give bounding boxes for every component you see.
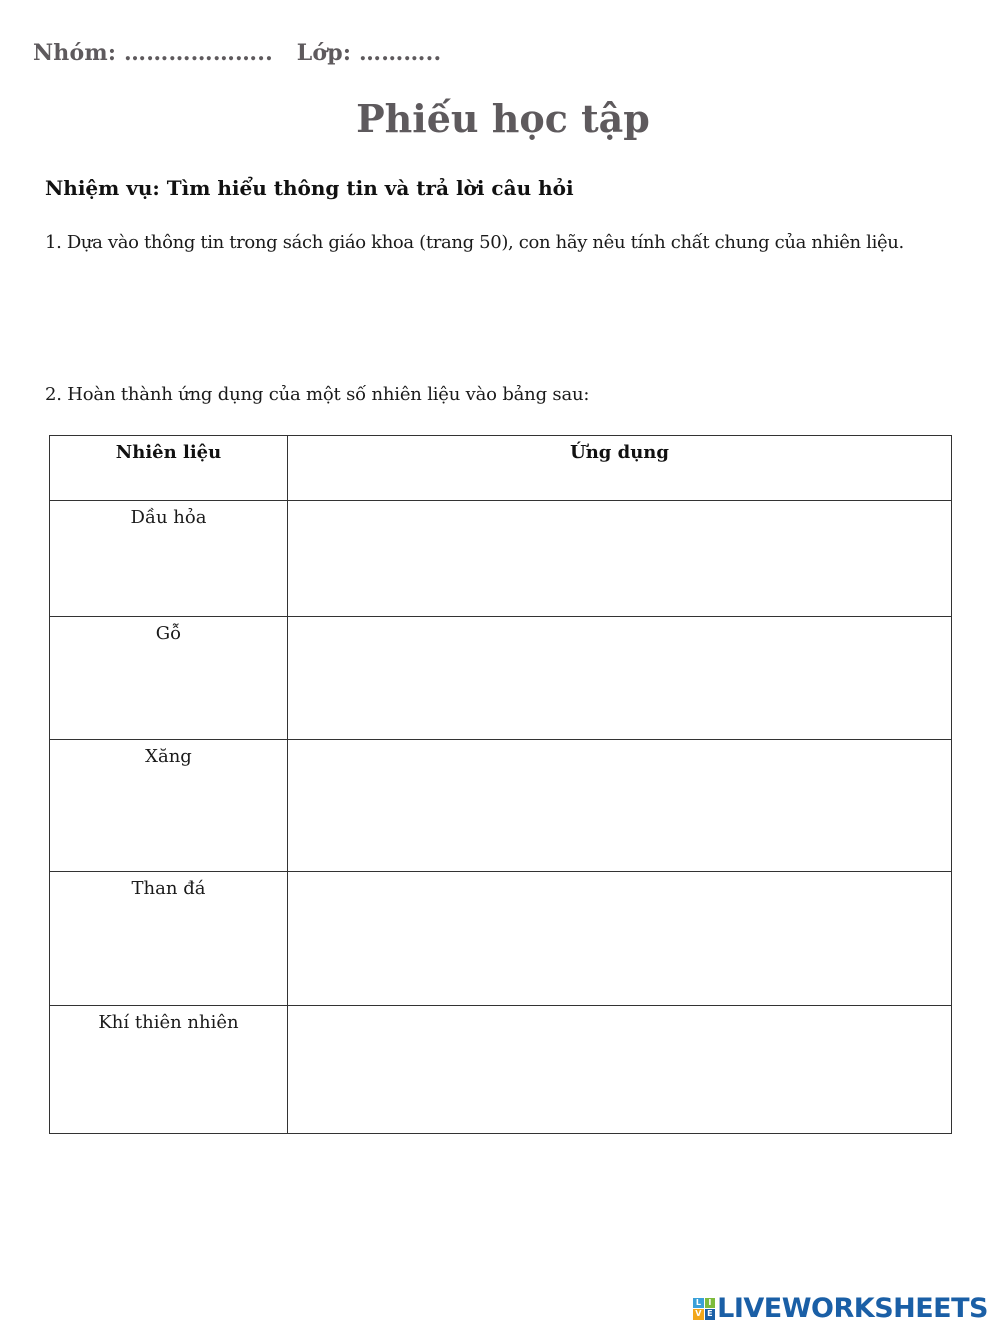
table-row — [50, 501, 952, 617]
application-answer-cell[interactable] — [288, 617, 952, 740]
question-2: 2. Hoàn thành ứng dụng của một số nhiên liệu vào bảng sau: — [45, 384, 590, 405]
application-answer-cell[interactable] — [288, 1006, 952, 1134]
table-row — [50, 740, 952, 872]
class-blank[interactable]: ……….. — [359, 40, 442, 66]
table-header-row — [50, 436, 952, 501]
table-row — [50, 872, 952, 1006]
question-1: 1. Dựa vào thông tin trong sách giáo khoa (trang 50), con hãy nêu tính chất chung của nhiên liệu. — [45, 232, 904, 253]
header-fuel: Nhiên liệu — [50, 436, 288, 501]
group-class-line — [33, 40, 441, 66]
application-answer-cell[interactable] — [288, 740, 952, 872]
class-label: Lớp: — [296, 40, 352, 66]
fuel-name-cell: Xăng — [50, 740, 288, 872]
page-title: Phiếu học tập — [356, 96, 650, 141]
fuel-name-cell: Than đá — [50, 872, 288, 1006]
logo-mark-icon — [693, 1298, 715, 1320]
table-row — [50, 617, 952, 740]
table-row — [50, 1006, 952, 1134]
fuel-name-cell: Gỗ — [50, 617, 288, 740]
liveworksheets-logo[interactable] — [693, 1293, 988, 1324]
logo-mark-cell: V — [693, 1309, 704, 1320]
fuel-application-table — [49, 435, 952, 1134]
logo-mark-cell: L — [693, 1298, 704, 1309]
group-blank[interactable]: ……………….. — [124, 40, 273, 66]
fuel-name-cell: Khí thiên nhiên — [50, 1006, 288, 1134]
header-application: Ứng dụng — [288, 436, 952, 501]
group-label: Nhóm: — [33, 40, 117, 66]
task-heading: Nhiệm vụ: Tìm hiểu thông tin và trả lời câu hỏi — [45, 176, 574, 200]
application-answer-cell[interactable] — [288, 501, 952, 617]
application-answer-cell[interactable] — [288, 872, 952, 1006]
logo-text: LIVEWORKSHEETS — [717, 1293, 988, 1324]
logo-mark-cell: E — [705, 1309, 716, 1320]
fuel-name-cell: Dầu hỏa — [50, 501, 288, 617]
logo-mark-cell: I — [705, 1298, 716, 1309]
